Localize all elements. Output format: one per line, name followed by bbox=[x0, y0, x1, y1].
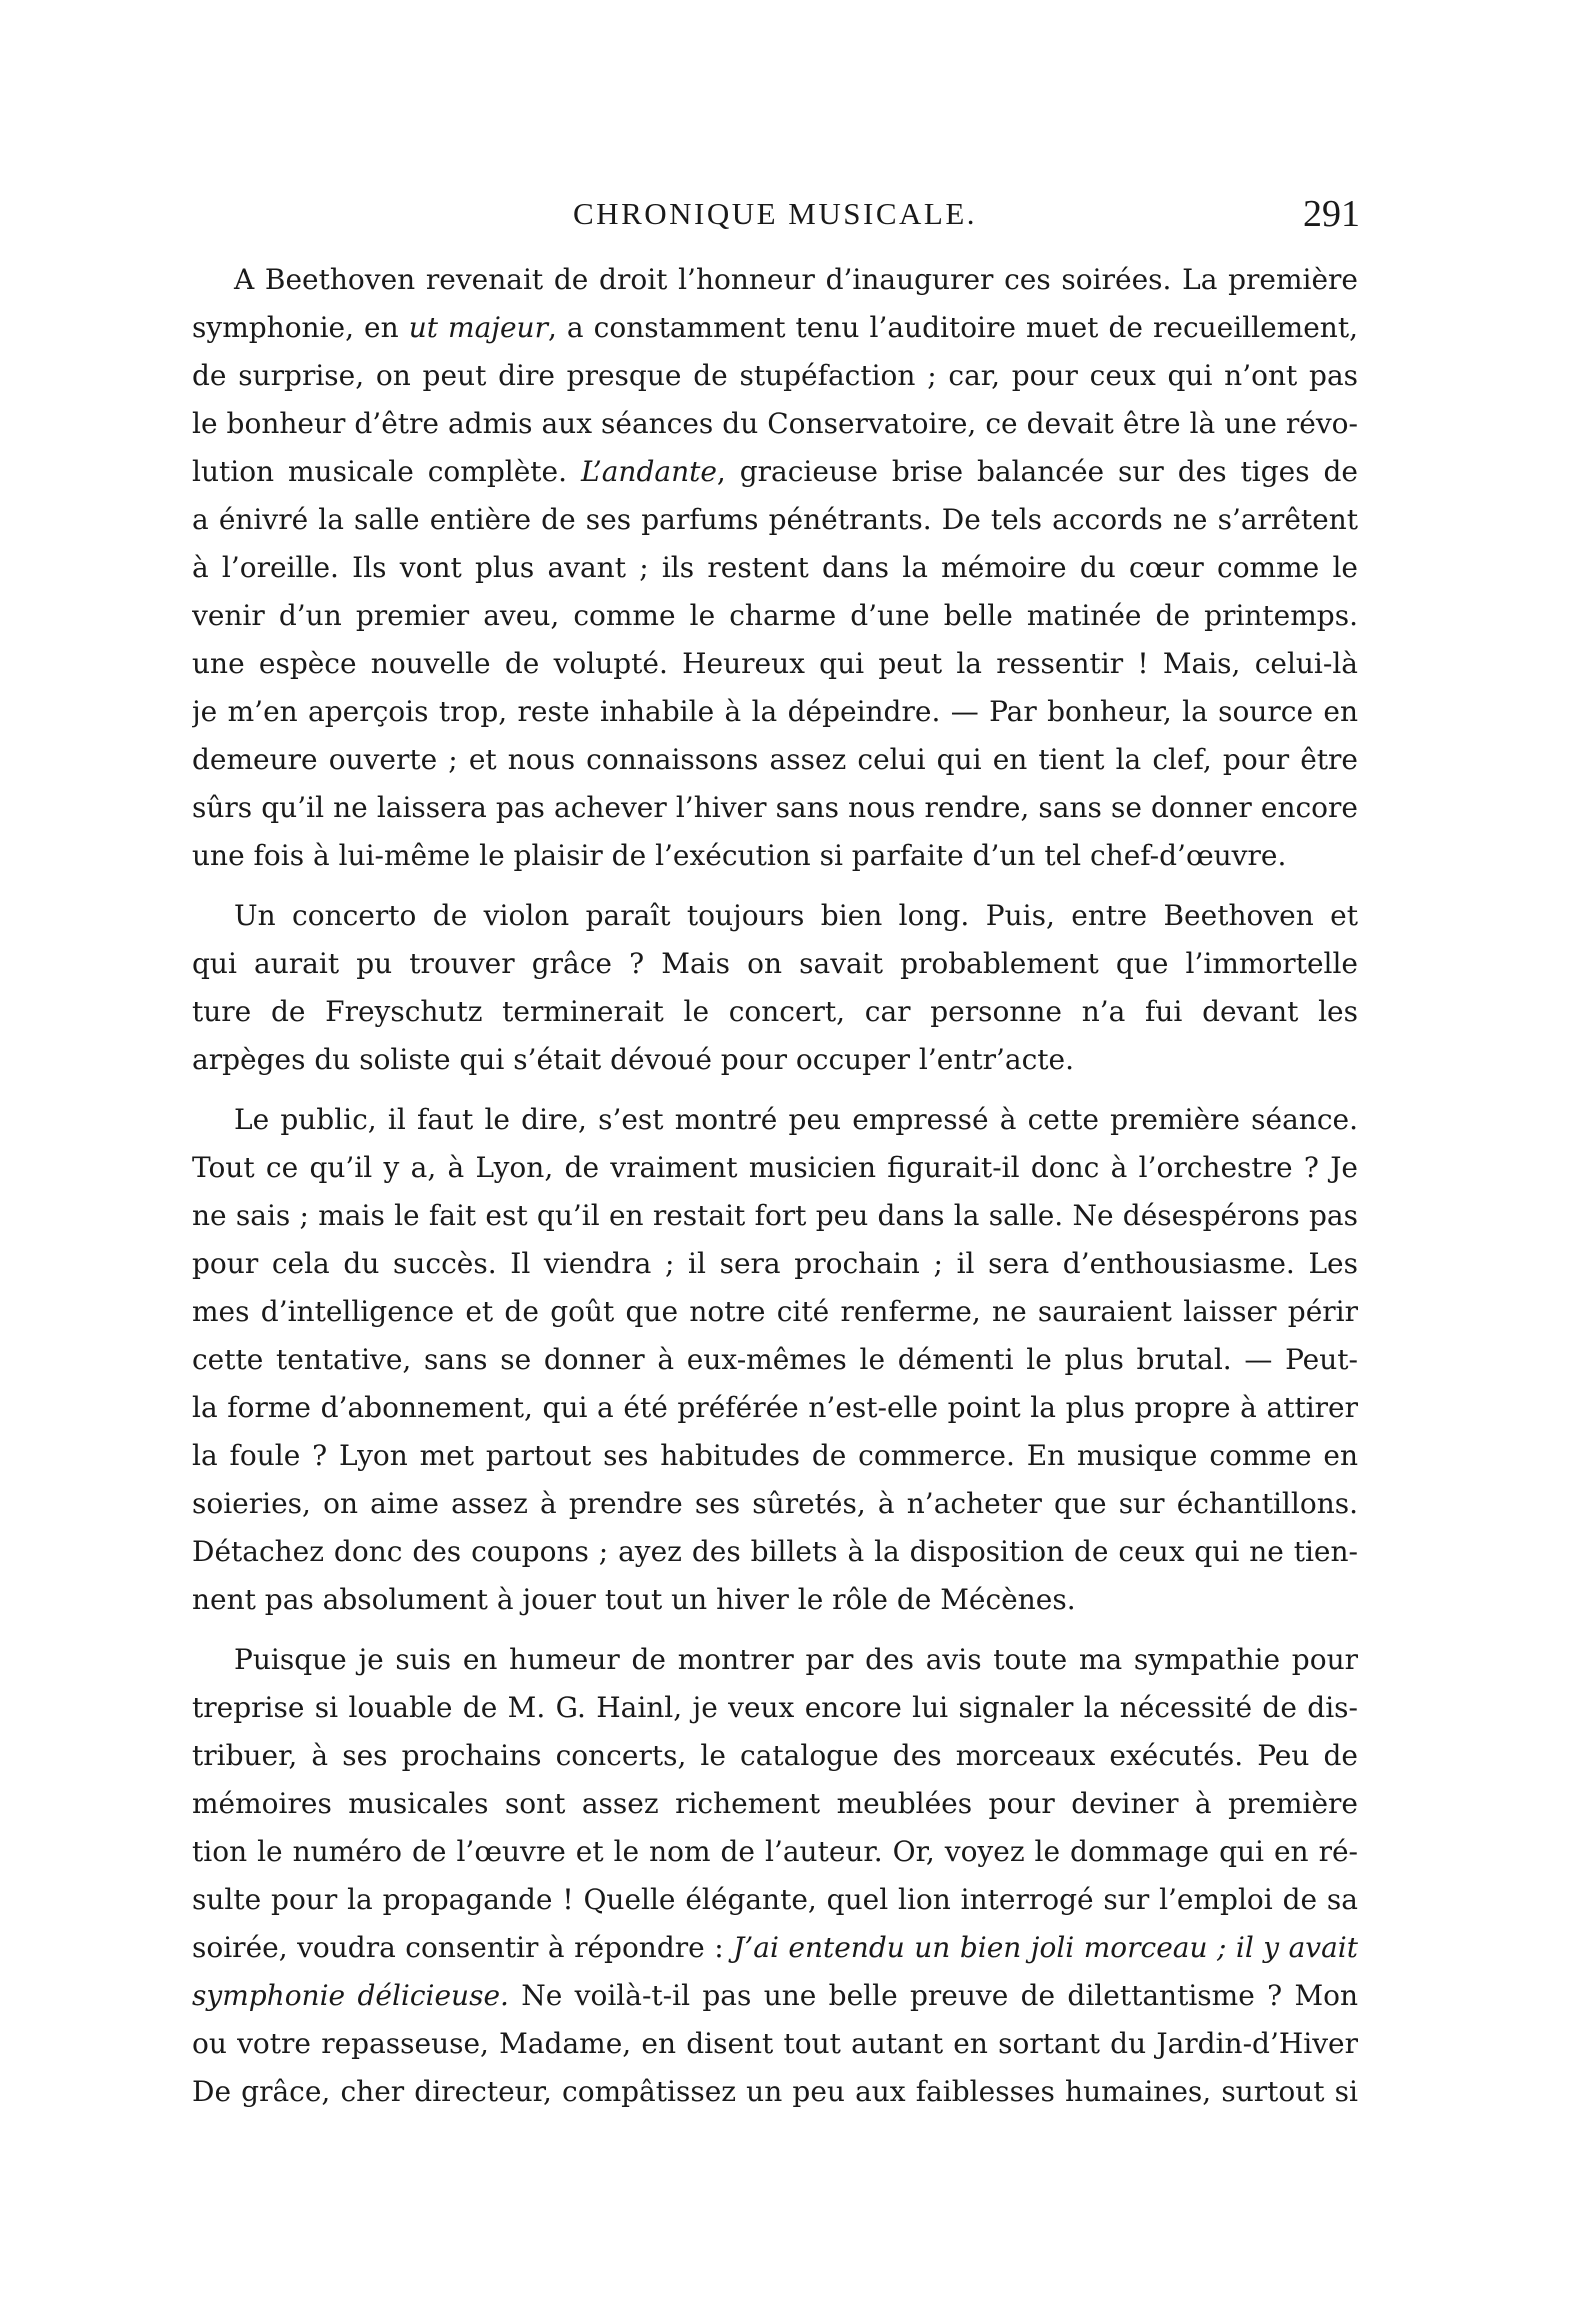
text-line bbox=[192, 940, 1358, 988]
text-line bbox=[192, 544, 1358, 592]
text-line bbox=[192, 448, 1358, 496]
text-line bbox=[192, 352, 1358, 400]
text-line bbox=[192, 1732, 1358, 1780]
text-run: venir d’un premier aveu, comme le charme d’une belle matinée de printemps. bbox=[192, 599, 1358, 632]
text-line bbox=[192, 1876, 1358, 1924]
text-run: mémoires musicales sont assez richement meublées pour deviner à première bbox=[192, 1787, 1358, 1820]
paragraph bbox=[192, 256, 1358, 880]
text-line bbox=[192, 1384, 1358, 1432]
text-line bbox=[192, 736, 1358, 784]
text-line bbox=[192, 832, 1358, 880]
text-line bbox=[192, 2068, 1358, 2116]
text-line bbox=[192, 400, 1358, 448]
text-run: treprise si louable de M. G. Hainl, je veux encore lui signaler la nécessité de dis- bbox=[192, 1691, 1358, 1724]
text-line bbox=[192, 496, 1358, 544]
text-run: ture de Freyschutz terminerait le concert, car personne n’a fui devant les bbox=[192, 995, 1358, 1028]
text-line bbox=[192, 1192, 1358, 1240]
page-number: 291 bbox=[1303, 193, 1360, 235]
text-line bbox=[192, 592, 1358, 640]
text-line bbox=[192, 1528, 1358, 1576]
text-run: une fois à lui-même le plaisir de l’exécution si parfaite d’un tel chef-d’œuvre. bbox=[192, 839, 1287, 872]
paragraph bbox=[192, 1636, 1358, 2116]
body-text bbox=[192, 256, 1358, 2116]
text-run: Tout ce qu’il y a, à Lyon, de vraiment musicien figurait-il donc à l’orchestre ? Je bbox=[192, 1151, 1358, 1184]
text-line bbox=[192, 1144, 1358, 1192]
text-line bbox=[192, 1828, 1358, 1876]
text-run: sûrs qu’il ne laissera pas achever l’hiver sans nous rendre, sans se donner encore bbox=[192, 791, 1358, 824]
text-run: Détachez donc des coupons ; ayez des billets à la disposition de ceux qui ne tien- bbox=[192, 1535, 1358, 1568]
text-line bbox=[192, 1480, 1358, 1528]
text-line bbox=[192, 1684, 1358, 1732]
text-run: lution musicale complète. bbox=[192, 455, 581, 488]
text-run: la forme d’abonnement, qui a été préférée n’est-elle point la plus propre à attirer bbox=[192, 1391, 1358, 1424]
text-line bbox=[192, 1432, 1358, 1480]
text-run: de surprise, on peut dire presque de stupéfaction ; car, pour ceux qui n’ont pas bbox=[192, 359, 1358, 392]
italic-text: L’andante bbox=[580, 455, 717, 488]
text-run: De grâce, cher directeur, compâtissez un peu aux faiblesses humaines, surtout si bbox=[192, 2075, 1358, 2108]
text-run: tribuer, à ses prochains concerts, le catalogue des morceaux exécutés. Peu de bbox=[192, 1739, 1358, 1772]
text-run: , a constamment tenu l’auditoire muet de recueillement, bbox=[547, 311, 1358, 344]
text-line bbox=[192, 1780, 1358, 1828]
text-line bbox=[192, 304, 1358, 352]
text-line bbox=[192, 988, 1358, 1036]
text-run: la foule ? Lyon met partout ses habitudes de commerce. En musique comme en bbox=[192, 1439, 1358, 1472]
text-run: a énivré la salle entière de ses parfums pénétrants. De tels accords ne s’arrêtent bbox=[192, 503, 1358, 536]
text-run: sulte pour la propagande ! Quelle élégante, quel lion interrogé sur l’emploi de sa bbox=[192, 1883, 1358, 1916]
paragraph bbox=[192, 892, 1358, 1084]
text-run: tion le numéro de l’œuvre et le nom de l’auteur. Or, voyez le dommage qui en ré- bbox=[192, 1835, 1358, 1868]
text-run: Le public, il faut le dire, s’est montré peu empressé à cette première séance. bbox=[234, 1103, 1358, 1136]
text-line bbox=[192, 640, 1358, 688]
text-run: arpèges du soliste qui s’était dévoué pour occuper l’entr’acte. bbox=[192, 1043, 1075, 1076]
text-run: cette tentative, sans se donner à eux-mêmes le démenti le plus brutal. — Peut- bbox=[192, 1343, 1358, 1376]
text-run: A Beethoven revenait de droit l’honneur d’inaugurer ces soirées. La première bbox=[234, 263, 1358, 296]
text-run: je m’en aperçois trop, reste inhabile à la dépeindre. — Par bonheur, la source en bbox=[192, 695, 1358, 728]
text-line bbox=[192, 1972, 1358, 2020]
text-run: pour cela du succès. Il viendra ; il sera prochain ; il sera d’enthousiasme. Les bbox=[192, 1247, 1358, 1280]
text-run: ne sais ; mais le fait est qu’il en restait fort peu dans la salle. Ne désespérons pas bbox=[192, 1199, 1358, 1232]
text-line bbox=[192, 256, 1358, 304]
text-line bbox=[192, 1036, 1358, 1084]
running-title: CHRONIQUE MUSICALE. bbox=[573, 196, 977, 231]
text-run: soirée, voudra consentir à répondre : bbox=[192, 1931, 734, 1964]
text-run: Ne voilà-t-il pas une belle preuve de dilettantisme ? Mon bbox=[521, 1979, 1358, 2012]
text-line bbox=[192, 1240, 1358, 1288]
paragraph bbox=[192, 1096, 1358, 1624]
text-run: le bonheur d’être admis aux séances du Conservatoire, ce devait être là une révo- bbox=[192, 407, 1358, 440]
text-line bbox=[192, 1636, 1358, 1684]
text-line bbox=[192, 1096, 1358, 1144]
italic-text: ut majeur bbox=[408, 311, 548, 344]
text-run: , gracieuse brise balancée sur des tiges de bbox=[716, 455, 1358, 488]
text-line bbox=[192, 1576, 1358, 1624]
text-run: Puisque je suis en humeur de montrer par des avis toute ma sympathie pour bbox=[234, 1643, 1358, 1676]
text-line bbox=[192, 1288, 1358, 1336]
text-run: soieries, on aime assez à prendre ses sûretés, à n’acheter que sur échantillons. bbox=[192, 1487, 1358, 1520]
text-run: ou votre repasseuse, Madame, en disent tout autant en sortant du Jardin-d’Hiver bbox=[192, 2027, 1358, 2060]
text-line bbox=[192, 892, 1358, 940]
text-run: une espèce nouvelle de volupté. Heureux qui peut la ressentir ! Mais, celui-là bbox=[192, 647, 1358, 680]
text-line bbox=[192, 1924, 1358, 1972]
text-run: qui aurait pu trouver grâce ? Mais on savait probablement que l’immortelle bbox=[192, 947, 1358, 980]
text-line bbox=[192, 688, 1358, 736]
text-line bbox=[192, 2020, 1358, 2068]
running-head bbox=[190, 192, 1360, 242]
text-run: nent pas absolument à jouer tout un hiver le rôle de Mécènes. bbox=[192, 1583, 1076, 1616]
text-run: à l’oreille. Ils vont plus avant ; ils restent dans la mémoire du cœur comme le bbox=[192, 551, 1358, 584]
text-run: mes d’intelligence et de goût que notre cité renferme, ne sauraient laisser périr bbox=[192, 1295, 1358, 1328]
text-run: symphonie, en bbox=[192, 311, 409, 344]
italic-text: symphonie délicieuse. bbox=[192, 1979, 509, 2012]
italic-text: J’ai entendu un bien joli morceau ; il y avait bbox=[733, 1931, 1358, 1964]
text-line bbox=[192, 1336, 1358, 1384]
text-line bbox=[192, 784, 1358, 832]
text-run: Un concerto de violon paraît toujours bien long. Puis, entre Beethoven et bbox=[234, 899, 1358, 932]
text-run: demeure ouverte ; et nous connaissons assez celui qui en tient la clef, pour être bbox=[192, 743, 1358, 776]
